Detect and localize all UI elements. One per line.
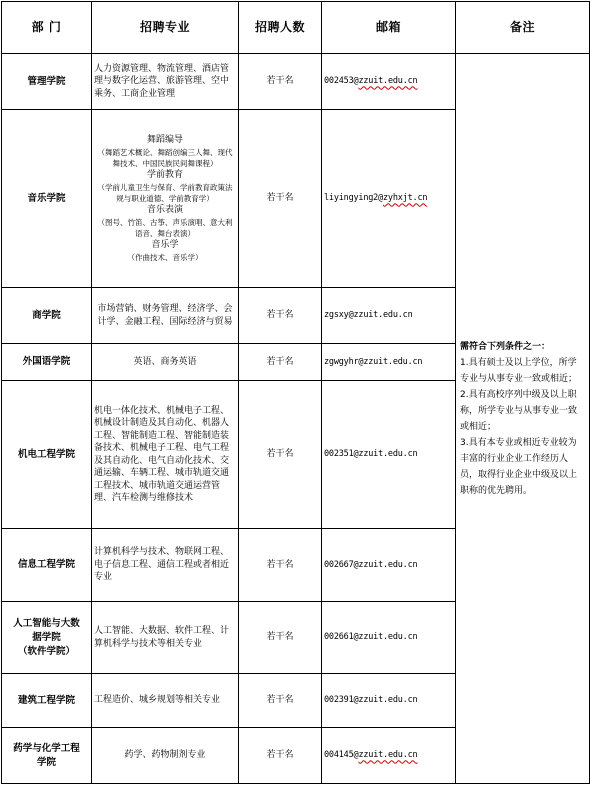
music-major-name: 舞蹈编导 (146, 135, 183, 145)
email-domain: zzuit.edu.cn (358, 750, 418, 761)
header-count: 招聘人数 (239, 2, 322, 54)
header-major: 招聘专业 (92, 2, 239, 54)
email-cell[interactable] (322, 54, 456, 110)
dept-cell: 音乐学院 (2, 110, 92, 288)
music-major-detail: （图号、竹笛、古筝、声乐演唱、意大利语音、舞台表演） (97, 218, 233, 238)
email-cell[interactable]: 002661@zzuit.edu.cn (322, 602, 456, 674)
dept-cell (2, 728, 92, 784)
major-cell: 工程造价、城乡规划等相关专业 (92, 674, 239, 728)
count-cell: 若干名 (239, 674, 322, 728)
email-cell[interactable]: 002391@zzuit.edu.cn (322, 674, 456, 728)
count-cell: 若干名 (239, 54, 322, 110)
email-cell[interactable]: zgwgyhr@zzuit.edu.cn (322, 344, 456, 381)
note-item: 2.具有高校序列中级及以上职称，所学专业与从事专业一致或相近； (460, 389, 578, 432)
major-cell: 英语、商务英语 (92, 344, 239, 381)
major-cell: 药学、药物制剂专业 (92, 728, 239, 784)
count-cell: 若干名 (239, 602, 322, 674)
recruitment-table (1, 1, 590, 784)
dept-cell: 建筑工程学院 (2, 674, 92, 728)
note-item: 1.具有硕士及以上学位，所学专业与从事专业一致或相近； (460, 357, 578, 384)
music-major-name: 音乐表演 (146, 205, 183, 215)
music-major-name: 学前教育 (146, 170, 183, 180)
major-cell: 机电一体化技术、机械电子工程、机械设计制造及其自动化、机器人工程、智能制造工程、智能制造装备技术、机械电子工程、电气工程及其自动化、电气自动化技术、交通运输、车辆工程、城市轨道交通工程技术、城市轨道交通运营管理、汽车检测与维修技术 (92, 381, 239, 529)
dept-cell: 外国语学院 (2, 344, 92, 381)
header-note: 备注 (456, 2, 590, 54)
dept-line: 人工智能与大数 (13, 617, 80, 629)
count-cell: 若干名 (239, 381, 322, 529)
email-local: liyingying2@ (324, 193, 384, 204)
count-cell: 若干名 (239, 728, 322, 784)
email-cell[interactable] (322, 110, 456, 288)
major-cell: 人力资源管理、物流管理、酒店管理与数字化运营、旅游管理、空中乘务、工商企业管理 (92, 54, 239, 110)
email-local: 004145@ (324, 750, 359, 761)
email-cell[interactable]: zgsxy@zzuit.edu.cn (322, 288, 456, 344)
email-cell[interactable] (322, 728, 456, 784)
dept-line: 据学院 (32, 631, 61, 643)
music-major-detail: （舞蹈艺术概论、舞蹈创编三人舞、现代舞技术、中国民族民间舞课程） (97, 148, 233, 168)
music-major-detail: （学前儿童卫生与保育、学前教育政策法规与职业道德、学前教育学） (97, 183, 233, 203)
count-cell: 若干名 (239, 344, 322, 381)
major-cell: 人工智能、大数据、软件工程、计算机科学与技术等相关专业 (92, 602, 239, 674)
email-local: 002453@ (324, 76, 359, 87)
note-cell (456, 54, 590, 784)
major-cell (92, 110, 239, 288)
note-item: 3.具有本专业或相近专业较为丰富的行业企业工作经历人员，取得行业企业中级及以上职称的优先聘用。 (460, 437, 578, 496)
email-domain: zyhxjt.cn (383, 193, 428, 204)
dept-line: 药学与化学工程 (13, 742, 80, 754)
music-major-name: 音乐学 (151, 240, 179, 250)
major-cell: 计算机科学与技术、物联网工程、电子信息工程、通信工程或者相近专业 (92, 529, 239, 602)
email-cell[interactable]: 002667@zzuit.edu.cn (322, 529, 456, 602)
header-dept: 部 门 (2, 2, 92, 54)
header-email: 邮箱 (322, 2, 456, 54)
dept-cell: 机电工程学院 (2, 381, 92, 529)
note-heading: 需符合下列条件之一： (460, 341, 551, 352)
count-cell: 若干名 (239, 288, 322, 344)
email-cell[interactable]: 002351@zzuit.edu.cn (322, 381, 456, 529)
music-major-detail: （作曲技术、音乐学） (127, 253, 203, 262)
dept-cell: 管理学院 (2, 54, 92, 110)
dept-cell: 信息工程学院 (2, 529, 92, 602)
count-cell: 若干名 (239, 529, 322, 602)
dept-line: 学院 (36, 756, 56, 768)
dept-cell: 商学院 (2, 288, 92, 344)
email-domain: zzuit.edu.cn (358, 76, 418, 87)
major-cell: 市场营销、财务管理、经济学、会计学、金融工程、国际经济与贸易 (92, 288, 239, 344)
count-cell: 若干名 (239, 110, 322, 288)
dept-cell (2, 602, 92, 674)
table-header-row (2, 2, 590, 54)
dept-line: （软件学院） (17, 645, 75, 657)
table-row (2, 54, 590, 110)
